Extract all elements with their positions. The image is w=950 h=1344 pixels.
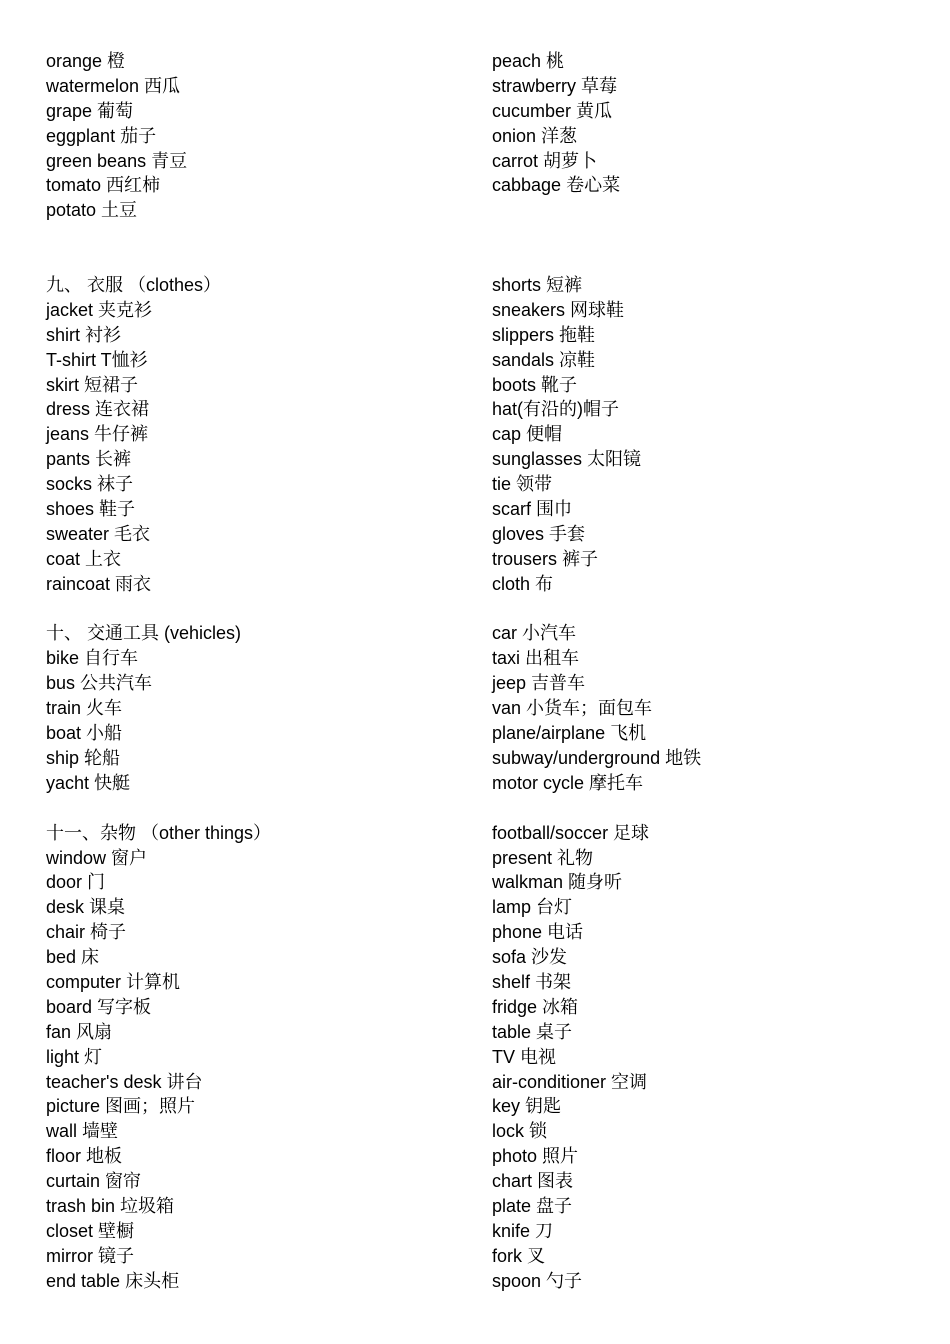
vocab-line: sweater 毛衣	[46, 523, 151, 544]
vocab-line: sunglasses 太阳镜	[492, 449, 642, 470]
vocab-line: picture 图画；照片	[46, 1096, 196, 1117]
vocab-line: fridge 冰箱	[492, 996, 579, 1017]
vocab-line: shoes 鞋子	[46, 499, 136, 520]
vocab-line: slippers 拖鞋	[492, 324, 596, 345]
vocab-line: knife 刀	[492, 1220, 554, 1241]
vocab-line: jeep 吉普车	[492, 673, 586, 694]
vocab-line: photo 照片	[492, 1146, 579, 1167]
vocab-line: board 写字板	[46, 996, 152, 1017]
vocab-line: end table 床头柜	[46, 1270, 180, 1291]
blank-line	[46, 796, 466, 821]
vocab-line: skirt 短裙子	[46, 374, 138, 395]
vocab-line: raincoat 雨衣	[46, 573, 152, 594]
vocab-line: phone 电话	[492, 922, 584, 943]
vocab-line: curtain 窗帘	[46, 1171, 142, 1192]
vocab-line: potato 土豆	[46, 200, 138, 221]
vocab-line: wall 墙壁	[46, 1121, 119, 1142]
vocab-line: chart 图表	[492, 1171, 574, 1192]
vocab-line: pants 长裤	[46, 449, 132, 470]
vocab-line: teacher's desk 讲台	[46, 1071, 203, 1092]
vocab-line: onion 洋葱	[492, 125, 578, 146]
vocab-line: bed 床	[46, 947, 100, 968]
vocab-line: cucumber 黄瓜	[492, 100, 613, 121]
vocab-line: peach 桃	[492, 51, 565, 71]
vocab-line: lock 锁	[492, 1121, 548, 1142]
vocab-line: strawberry 草莓	[492, 75, 618, 96]
vocab-line: 十一、杂物 （other things）	[46, 822, 272, 843]
left-column	[46, 49, 466, 1294]
blank-line	[46, 248, 466, 273]
vocab-line: jacket 夹克衫	[46, 299, 153, 320]
blank-line	[492, 796, 932, 821]
vocab-line: desk 课桌	[46, 897, 126, 918]
vocab-line: train 火车	[46, 698, 123, 719]
vocab-line: TV 电视	[492, 1046, 557, 1067]
vocab-line: bus 公共汽车	[46, 673, 153, 694]
vocab-line: jeans 牛仔裤	[46, 424, 149, 445]
vocab-line: plane/airplane 飞机	[492, 723, 647, 744]
vocab-line: tie 领带	[492, 474, 553, 495]
vocab-line: boat 小船	[46, 723, 123, 744]
vocab-line: taxi 出租车	[492, 648, 580, 669]
vocab-line: plate 盘子	[492, 1195, 573, 1216]
vocab-line: gloves 手套	[492, 523, 586, 544]
blank-line	[492, 597, 932, 622]
vocab-line: cloth 布	[492, 573, 554, 594]
vocab-line: car 小汽车	[492, 623, 577, 644]
vocab-line: grape 葡萄	[46, 100, 134, 121]
blank-line	[492, 223, 932, 248]
vocab-line: scarf 围巾	[492, 499, 573, 520]
vocab-line: coat 上衣	[46, 548, 122, 569]
vocab-line: spoon 勺子	[492, 1270, 583, 1291]
vocab-line: sofa 沙发	[492, 947, 568, 968]
vocab-line: key 钥匙	[492, 1096, 562, 1117]
vocab-line: green beans 青豆	[46, 150, 188, 171]
vocab-line: shorts 短裤	[492, 275, 583, 296]
vocab-line: chair 椅子	[46, 922, 127, 943]
vocab-line: carrot 胡萝卜	[492, 150, 598, 171]
vocab-line: cap 便帽	[492, 424, 563, 445]
vocab-line: 九、 衣服 （clothes）	[46, 275, 222, 296]
vocab-line: T-shirt T恤衫	[46, 349, 148, 370]
vocab-line: fork 叉	[492, 1245, 546, 1266]
vocab-line: floor 地板	[46, 1146, 123, 1167]
vocab-line: present 礼物	[492, 847, 594, 868]
vocab-line: subway/underground 地铁	[492, 747, 702, 768]
vocab-line: socks 袜子	[46, 474, 134, 495]
vocab-line: closet 壁橱	[46, 1220, 135, 1241]
vocab-line: motor cycle 摩托车	[492, 772, 644, 793]
vocab-line: ship 轮船	[46, 747, 121, 768]
blank-line	[492, 248, 932, 273]
vocab-line: table 桌子	[492, 1021, 573, 1042]
vocab-line: bike 自行车	[46, 648, 139, 669]
vocab-line: lamp 台灯	[492, 897, 573, 918]
vocab-line: eggplant 茄子	[46, 125, 157, 146]
vocab-line: light 灯	[46, 1046, 103, 1067]
vocab-line: walkman 随身听	[492, 872, 623, 893]
vocab-line: 十、 交通工具 (vehicles)	[46, 623, 242, 644]
vocab-line: fan 风扇	[46, 1021, 113, 1042]
blank-line	[46, 597, 466, 622]
right-column	[492, 49, 932, 1294]
vocab-line: door 门	[46, 872, 106, 893]
vocab-line: shelf 书架	[492, 971, 572, 992]
vocab-line: sandals 凉鞋	[492, 349, 596, 370]
vocab-line: trash bin 垃圾箱	[46, 1195, 175, 1216]
vocab-line: hat(有沿的)帽子	[492, 399, 620, 420]
blank-line	[492, 198, 932, 223]
vocab-line: computer 计算机	[46, 971, 181, 992]
vocab-line: air-conditioner 空调	[492, 1071, 648, 1092]
vocab-line: orange 橙	[46, 51, 126, 71]
vocab-line: trousers 裤子	[492, 548, 599, 569]
vocab-line: yacht 快艇	[46, 772, 131, 793]
vocab-line: shirt 衬衫	[46, 324, 122, 345]
vocab-line: mirror 镜子	[46, 1245, 134, 1266]
vocab-line: watermelon 西瓜	[46, 75, 181, 96]
vocab-line: cabbage 卷心菜	[492, 175, 621, 196]
vocab-line: boots 靴子	[492, 374, 578, 395]
vocab-line: sneakers 网球鞋	[492, 299, 625, 320]
vocab-line: football/soccer 足球	[492, 822, 650, 843]
vocab-line: tomato 西红柿	[46, 175, 161, 196]
vocab-line: dress 连衣裙	[46, 399, 150, 420]
blank-line	[46, 223, 466, 248]
vocab-line: window 窗户	[46, 847, 148, 868]
vocab-line: van 小货车；面包车	[492, 698, 653, 719]
